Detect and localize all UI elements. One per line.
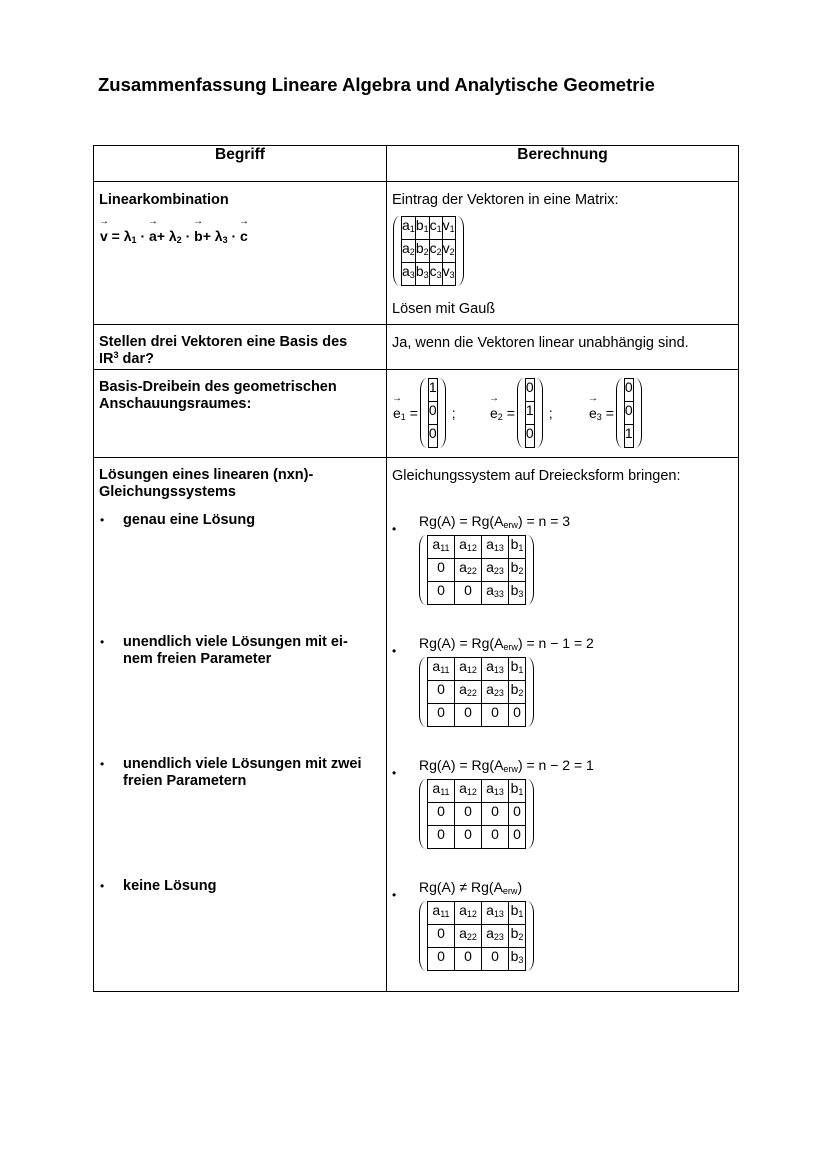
matrix-grid [427, 901, 526, 971]
bracket-left [419, 657, 427, 727]
formula-part: · [181, 228, 195, 244]
matrix-row [428, 902, 526, 925]
vector-cell: 0 [525, 379, 534, 402]
matrix-cell: 0 [428, 948, 455, 971]
matrix-entry-sub: 2 [436, 247, 442, 257]
vector-c: → c [240, 228, 248, 244]
matrix-entry-sub: 2 [423, 247, 429, 257]
bullet-right: • [392, 644, 397, 658]
matrix-cell: 0 [455, 704, 482, 727]
matrix-cell: 0 [482, 826, 509, 849]
formula-sub: 3 [222, 235, 228, 245]
matrix-entry-sub: 3 [518, 589, 524, 599]
vector-e: → e [589, 405, 597, 421]
bullet-right: • [392, 888, 397, 902]
summary-table [93, 145, 739, 992]
cell-basis-question [94, 325, 386, 369]
bracket-right [456, 216, 464, 286]
matrix-entry-sub: 12 [466, 909, 477, 919]
vector-cell: 0 [624, 379, 633, 402]
matrix-cell: $a_{11}$ [428, 780, 455, 803]
cell-loesungen-term [94, 458, 386, 991]
matrix-entry-sub: 1 [518, 787, 524, 797]
matrix-cell: $c_2$ [429, 240, 442, 263]
rank-condition: $Rg(A) = Rg(A_{erw}) = n - 2 = 1$ [419, 757, 594, 774]
bullet-left: • [100, 635, 105, 649]
basis-vector-e1 [393, 378, 456, 448]
matrix-cell: $a_{13}$ [482, 780, 509, 803]
matrix-cell: $b_1$ [415, 217, 429, 240]
matrix-row [428, 681, 526, 704]
basis-question-end: dar? [118, 351, 154, 367]
cell-loesungen-calc [387, 458, 738, 991]
matrix-cell: 0 [455, 803, 482, 826]
matrix-cell: $b_2$ [509, 559, 526, 582]
matrix-cell: 0 [482, 948, 509, 971]
matrix-entry-sub: 2 [518, 566, 524, 576]
header-berechnung: Berechnung [387, 146, 739, 182]
basis-vector-label: → $e_1$ = [393, 405, 418, 421]
matrix-cell: 0 [509, 826, 526, 849]
matrix-entry-sub: 1 [436, 224, 442, 234]
matrix-cell: $a_{12}$ [455, 902, 482, 925]
matrix-entry-sub: 12 [466, 665, 477, 675]
basis-vector-label: → $e_3$ = [589, 405, 614, 421]
vector-b: → b [194, 228, 203, 244]
matrix-row [428, 803, 526, 826]
formula-part: · [227, 228, 241, 244]
matrix-cell: $b_1$ [509, 658, 526, 681]
matrix-cell: $a_{12}$ [455, 658, 482, 681]
vector-cell: 0 [525, 425, 534, 448]
matrix-cell: $a_{11}$ [428, 902, 455, 925]
matrix-cell: $a_{12}$ [455, 536, 482, 559]
matrix-cell: $a_{13}$ [482, 658, 509, 681]
matrix-cell: $b_3$ [509, 948, 526, 971]
vector-row [428, 379, 437, 402]
basis-question-text: Stellen drei Vektoren eine Basis des [99, 334, 348, 350]
matrix-cell: $b_2$ [415, 240, 429, 263]
vector-cell: 0 [428, 425, 437, 448]
matrix-entry-sub: 13 [493, 665, 504, 675]
solution-matrix [419, 901, 534, 971]
bullet-left: • [100, 879, 105, 893]
bullet-left: • [100, 757, 105, 771]
row-dreibein [94, 370, 739, 458]
vector-grid [624, 378, 634, 448]
bracket-right [634, 378, 642, 448]
bracket-right [526, 901, 534, 971]
column-vector [420, 378, 446, 448]
matrix-cell: $a_{11}$ [428, 658, 455, 681]
matrix-entry-sub: 3 [423, 270, 429, 280]
term-linearkombination: Linearkombination [99, 192, 229, 208]
case-label: genau eine Lösung [123, 512, 256, 528]
matrix-cell: $a_2$ [402, 240, 416, 263]
matrix-entry-sub: 1 [449, 224, 455, 234]
condition-sub: erw [503, 520, 518, 530]
vector-e: → e [490, 405, 498, 421]
matrix-cell: $b_1$ [509, 536, 526, 559]
matrix-entry-sub: 3 [409, 270, 415, 280]
separator: ; [548, 405, 553, 421]
solution-matrix [419, 779, 534, 849]
solution-matrix [419, 657, 534, 727]
vector-e: → e [393, 405, 401, 421]
basis-question [99, 334, 347, 368]
matrix-linearkombination [393, 216, 464, 286]
vector-cell: 0 [428, 402, 437, 425]
condition-sub: erw [502, 886, 518, 896]
formula-sub: 2 [176, 235, 182, 245]
condition-sub: erw [503, 764, 518, 774]
matrix-entry-sub: 1 [518, 909, 524, 919]
bracket-right [535, 378, 543, 448]
term-loesungen: Lösungen eines linearen (nxn)-Gleichungssystems [99, 467, 314, 500]
column-vector [517, 378, 543, 448]
vector-row [428, 402, 437, 425]
vector-row [624, 379, 633, 402]
matrix-entry-sub: 1 [518, 543, 524, 553]
matrix-cell: 0 [482, 803, 509, 826]
matrix-entry-sub: 13 [493, 909, 504, 919]
vector-grid [525, 378, 535, 448]
matrix-cell: $b_2$ [509, 925, 526, 948]
matrix-cell: $a_{23}$ [482, 925, 509, 948]
basis-vector-label: → $e_2$ = [490, 405, 515, 421]
matrix-entry-sub: 3 [518, 955, 524, 965]
matrix-cell: $a_{23}$ [482, 559, 509, 582]
term-dreibein: Basis-Dreibein des geometrischen Anschauungsraumes: [99, 379, 337, 412]
bullet-right: • [392, 766, 397, 780]
basis-sup: 3 [113, 350, 119, 360]
matrix-cell: $a_1$ [402, 217, 416, 240]
matrix-row [428, 925, 526, 948]
matrix-entry-sub: 23 [493, 566, 504, 576]
matrix-grid [401, 216, 456, 286]
matrix-entry-sub: 33 [493, 589, 504, 599]
matrix-cell: 0 [428, 681, 455, 704]
vector-row [428, 425, 437, 448]
matrix-row [402, 217, 456, 240]
matrix-cell: $a_{22}$ [455, 925, 482, 948]
matrix-entry-sub: 11 [440, 787, 450, 797]
matrix-cell: 0 [509, 704, 526, 727]
matrix-cell: $c_3$ [429, 263, 442, 286]
matrix-row [428, 948, 526, 971]
header-row [94, 146, 739, 182]
separator: ; [451, 405, 456, 421]
matrix-entry-sub: 12 [466, 787, 477, 797]
matrix-entry-sub: 1 [518, 665, 524, 675]
matrix-entry-sub: 2 [409, 247, 415, 257]
rank-condition: $Rg(A) = Rg(A_{erw}) = n - 1 = 2$ [419, 635, 594, 652]
row-basis [94, 325, 739, 370]
basis-vector-e2 [490, 378, 553, 448]
case-label: keine Lösung [123, 878, 217, 894]
matrix-entry-sub: 23 [493, 932, 504, 942]
matrix-entry-sub: 2 [518, 932, 524, 942]
formula-part: = λ [107, 228, 132, 244]
matrix-cell: $a_{33}$ [482, 582, 509, 605]
matrix-cell: 0 [428, 582, 455, 605]
vector-row [624, 425, 633, 448]
vector-grid [428, 378, 438, 448]
basis-ir: IR [99, 351, 114, 367]
vector-row [525, 425, 534, 448]
column-vector [616, 378, 642, 448]
matrix-entry-sub: 3 [436, 270, 442, 280]
solution-matrix [419, 535, 534, 605]
matrix-entry-sub: 22 [466, 566, 477, 576]
matrix-cell: $v_1$ [442, 217, 455, 240]
document-title: Zusammenfassung Lineare Algebra und Analytische Geometrie [98, 74, 655, 95]
vector-v: → v [100, 228, 108, 244]
matrix-row [402, 240, 456, 263]
matrix-entry-sub: 22 [466, 688, 477, 698]
linearkombination-formula [100, 228, 248, 244]
vector-row [525, 379, 534, 402]
rank-condition: $Rg(A) = Rg(A_{erw}) = n = 3$ [419, 513, 571, 530]
vector-row [525, 402, 534, 425]
matrix-cell: 0 [428, 704, 455, 727]
matrix-cell: 0 [455, 948, 482, 971]
matrix-cell: 0 [455, 826, 482, 849]
matrix-cell: $a_{11}$ [428, 536, 455, 559]
matrix-cell: 0 [428, 826, 455, 849]
matrix-cell: 0 [428, 803, 455, 826]
matrix-grid [427, 535, 526, 605]
bracket-left [419, 535, 427, 605]
matrix-cell: $b_1$ [509, 780, 526, 803]
result-gauss: Lösen mit Gauß [392, 301, 496, 317]
cell-dreibein-vectors [387, 370, 738, 457]
vector-cell: 1 [428, 379, 437, 402]
matrix-cell: 0 [428, 925, 455, 948]
basis-vector-e3 [589, 378, 642, 448]
formula-sub: 1 [131, 235, 137, 245]
vector-cell: 0 [624, 402, 633, 425]
case-label: unendlich viele Lösungen mit zwei freien Parametern [123, 756, 362, 789]
vector-row [624, 402, 633, 425]
matrix-cell: $a_{13}$ [482, 536, 509, 559]
matrix-row [402, 263, 456, 286]
matrix-entry-sub: 13 [493, 543, 504, 553]
matrix-entry-sub: 1 [409, 224, 415, 234]
formula-part: · [136, 228, 150, 244]
formula-part: + λ [202, 228, 223, 244]
matrix-cell: $a_{13}$ [482, 902, 509, 925]
case-label: unendlich viele Lösungen mit ei-nem freien Parameter [123, 634, 348, 667]
bracket-right [526, 657, 534, 727]
matrix-cell: 0 [509, 803, 526, 826]
bracket-left [616, 378, 624, 448]
matrix-cell: $a_{22}$ [455, 681, 482, 704]
matrix-cell: $v_2$ [442, 240, 455, 263]
matrix-entry-sub: 1 [423, 224, 429, 234]
matrix-row [428, 582, 526, 605]
matrix-grid [427, 657, 526, 727]
instruction-dreiecksform: Gleichungssystem auf Dreiecksform bringen: [392, 468, 681, 484]
matrix-row [428, 559, 526, 582]
cell-basis-answer [387, 325, 738, 369]
vector-a: → a [149, 228, 157, 244]
matrix-cell: $a_{12}$ [455, 780, 482, 803]
matrix-cell: $v_3$ [442, 263, 455, 286]
vector-sub: 2 [497, 412, 503, 422]
vector-cell: 1 [624, 425, 633, 448]
bracket-left [517, 378, 525, 448]
matrix-cell: $a_{22}$ [455, 559, 482, 582]
matrix-entry-sub: 2 [449, 247, 455, 257]
basis-answer: Ja, wenn die Vektoren linear unabhängig sind. [392, 335, 689, 351]
matrix-cell: $b_3$ [509, 582, 526, 605]
condition-sub: erw [503, 642, 518, 652]
bracket-right [526, 779, 534, 849]
matrix-cell: 0 [455, 582, 482, 605]
vector-sub: 1 [400, 412, 406, 422]
row-loesungen [94, 458, 739, 992]
matrix-entry-sub: 3 [449, 270, 455, 280]
matrix-entry-sub: 12 [466, 543, 477, 553]
cell-linearkombination-calc [387, 182, 738, 324]
vector-cell: 1 [525, 402, 534, 425]
row-linearkombination [94, 182, 739, 325]
matrix-entry-sub: 22 [466, 932, 477, 942]
matrix-row [428, 536, 526, 559]
matrix-entry-sub: 2 [518, 688, 524, 698]
cell-dreibein-term [94, 370, 386, 457]
matrix-cell: $c_1$ [429, 217, 442, 240]
matrix-cell: $b_3$ [415, 263, 429, 286]
matrix-row [428, 658, 526, 681]
header-begriff: Begriff [94, 146, 387, 182]
matrix-cell: $a_3$ [402, 263, 416, 286]
matrix-grid [427, 779, 526, 849]
bracket-left [420, 378, 428, 448]
vector-sub: 3 [596, 412, 602, 422]
bullet-right: • [392, 522, 397, 536]
matrix-cell: $a_{23}$ [482, 681, 509, 704]
matrix-row [428, 826, 526, 849]
matrix-entry-sub: 23 [493, 688, 504, 698]
matrix-row [428, 780, 526, 803]
instruction-matrix: Eintrag der Vektoren in eine Matrix: [392, 192, 619, 208]
bracket-left [419, 779, 427, 849]
matrix-entry-sub: 11 [440, 543, 450, 553]
rank-condition: $Rg(A) \ne Rg(A_{erw})$ [419, 879, 523, 896]
matrix-cell: $b_1$ [509, 902, 526, 925]
matrix-row [428, 704, 526, 727]
bracket-left [419, 901, 427, 971]
cell-linearkombination-term [94, 182, 386, 324]
bracket-right [526, 535, 534, 605]
matrix-entry-sub: 13 [493, 787, 504, 797]
matrix-entry-sub: 11 [440, 909, 450, 919]
bullet-left: • [100, 513, 105, 527]
matrix-cell: 0 [428, 559, 455, 582]
matrix-cell: $b_2$ [509, 681, 526, 704]
matrix-entry-sub: 11 [440, 665, 450, 675]
bracket-right [438, 378, 446, 448]
bracket-left [393, 216, 401, 286]
matrix-cell: 0 [482, 704, 509, 727]
formula-part: + λ [156, 228, 177, 244]
